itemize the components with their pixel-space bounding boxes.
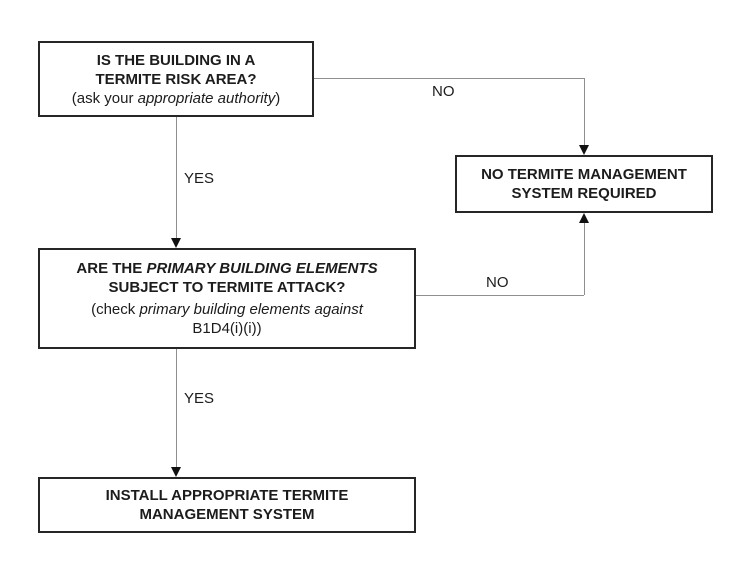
label-no-q2: NO [486, 274, 509, 291]
connector-q2-no-horizontal-line [416, 295, 584, 296]
box-no-system-line2: SYSTEM REQUIRED [511, 185, 657, 202]
label-yes-q2: YES [184, 390, 215, 407]
decision-box-primary-building-elements [38, 248, 416, 349]
connector-q1-no-vertical-line [584, 78, 585, 145]
box-q1-line1: IS THE BUILDING IN A [96, 51, 256, 69]
box-install-line1: INSTALL APPROPRIATE TERMITE [105, 487, 349, 504]
label-yes-q1: YES [184, 170, 215, 187]
box-q2-note-line1: (check primary building elements against [91, 301, 363, 318]
box-q2-note-line2: B1D4(i)(i)) [192, 320, 262, 337]
box-no-system-line1: NO TERMITE MANAGEMENT [481, 166, 687, 183]
decision-box-termite-risk-area [38, 41, 314, 117]
box-q1-note: (ask your appropriate authority) [71, 89, 281, 107]
arrow-down-icon [171, 238, 181, 248]
action-box-install-termite-system [38, 477, 416, 533]
label-no-q1: NO [432, 83, 455, 100]
box-q1-line2: TERMITE RISK AREA? [95, 70, 257, 88]
connector-q2-no-vertical-line [584, 222, 585, 295]
arrow-down-icon [171, 467, 181, 477]
box-q2-line1: ARE THE PRIMARY BUILDING ELEMENTS [76, 260, 378, 277]
connector-q1-yes-line [176, 117, 177, 238]
arrow-up-icon [579, 213, 589, 223]
box-q2-line2: SUBJECT TO TERMITE ATTACK? [108, 279, 346, 296]
arrow-down-icon [579, 145, 589, 155]
box-install-line2: MANAGEMENT SYSTEM [139, 506, 315, 523]
outcome-box-no-termite-system [455, 155, 713, 213]
connector-q2-yes-line [176, 349, 177, 467]
connector-q1-no-horizontal-line [314, 78, 584, 79]
